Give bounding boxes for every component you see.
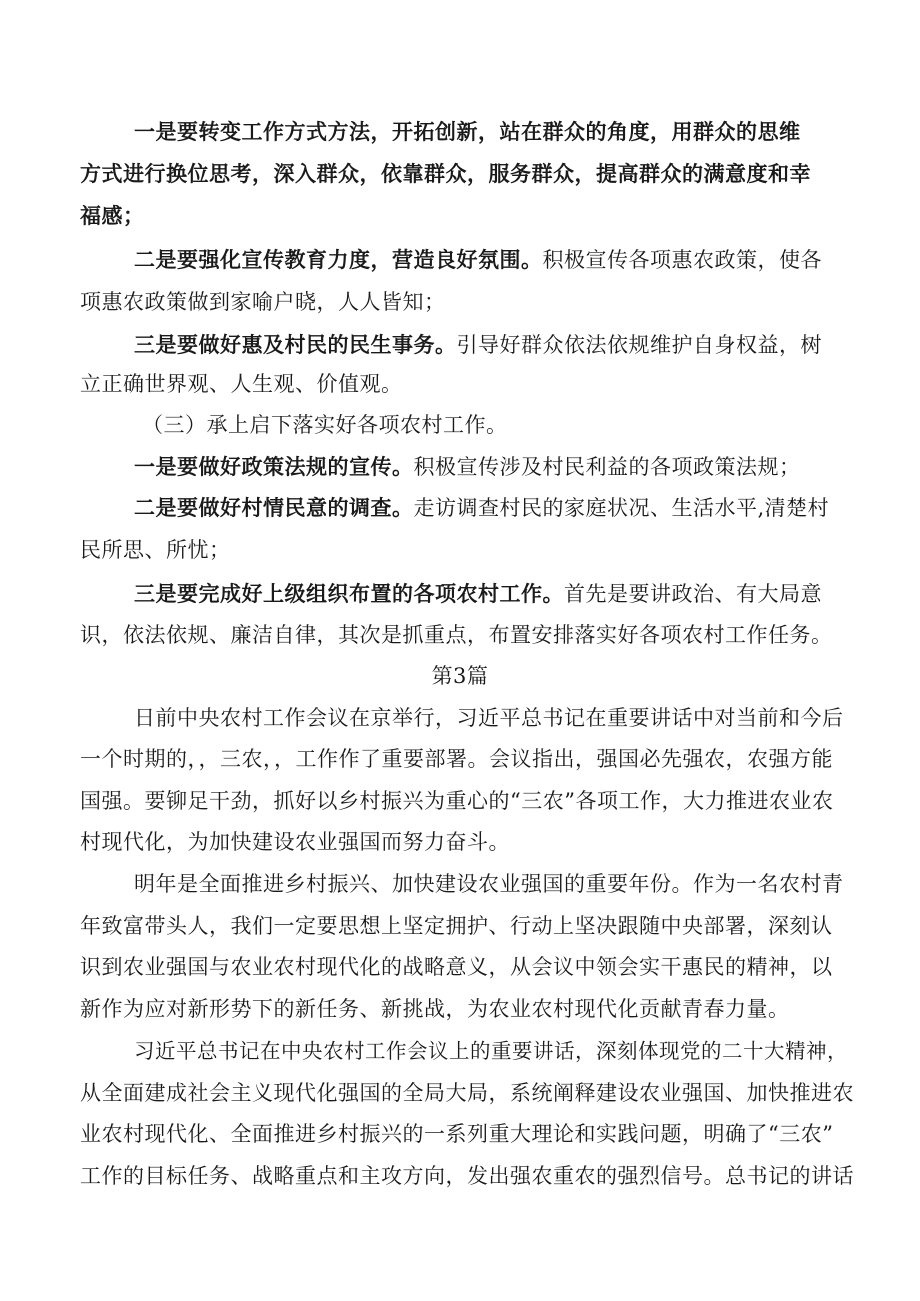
line-text: 一个时期的，，三农，，工作作了重要部署。会议指出，强国必先强农，农强方能 (80, 747, 833, 771)
text-line (134, 455, 801, 479)
line-text: 识到农业强国与农业农村现代化的战略意义，从会议中领会实干惠民的精神，以 (80, 955, 833, 979)
line-text: （三）承上启下落实好各项农村工作。 (142, 413, 508, 437)
line-lead: 一是要做好政策法规的宣传。 (134, 454, 414, 479)
line-lead: 三是要做好惠及村民的民生事务。 (134, 332, 457, 357)
text-line (80, 1164, 854, 1188)
text-line (134, 333, 822, 357)
line-text: 业农村现代化、全面推进乡村振兴的一系列重大理论和实践问题，明确了“三农” (80, 1122, 834, 1146)
line-lead: 三是要完成好上级组织布置的各项农村工作。 (134, 581, 564, 606)
line-text: 国强。要铆足干劲，抓好以乡村振兴为重心的“三农”各项工作，大力推进农业农 (80, 789, 834, 813)
line-text: 识，依法依规、廉洁自律，其次是抓重点，布置安排落实好各项农村工作任务。 (80, 623, 833, 647)
line-text: 项惠农政策做到家喻户晓，人人皆知； (80, 290, 446, 314)
text-line (80, 830, 510, 854)
text-line (80, 747, 833, 771)
text-line (80, 623, 833, 647)
line-text: 从全面建成社会主义现代化强国的全局大局，系统阐释建设农业强国、加快推进农 (80, 1081, 854, 1105)
line-text: 民所思、所忧； (80, 538, 231, 562)
text-line (134, 582, 822, 606)
article-title (0, 664, 920, 688)
line-lead: 二是要做好村情民意的调查。 (134, 495, 414, 520)
line-text: 新作为应对新形势下的新任务、新挑战，为农业农村现代化贡献青春力量。 (80, 997, 790, 1021)
text-line (134, 706, 844, 730)
line-text: 引导好群众依法依规维护自身权益，树 (456, 333, 822, 357)
line-text: 走访调查村民的家庭状况、生活水平,清楚村 (413, 496, 830, 520)
text-line (134, 120, 852, 144)
line-lead: 方式进行换位思考，深入群众，依靠群众，服务群众，提高群众的满意度和幸 (80, 161, 811, 186)
text-line (80, 162, 852, 186)
text-line (134, 496, 829, 520)
line-text: 日前中央农村工作会议在京举行，习近平总书记在重要讲话中对当前和今后 (134, 706, 844, 730)
text-line (134, 872, 844, 896)
text-line (80, 1081, 854, 1105)
line-lead: 福感； (80, 203, 145, 228)
line-text: 习近平总书记在中央农村工作会议上的重要讲话，深刻体现党的二十大精神， (134, 1039, 848, 1063)
line-text: 积极宣传涉及村民利益的各项政策法规； (413, 455, 801, 479)
line-text: 第3篇 (431, 664, 489, 688)
line-text: 首先是要讲政治、有大局意 (564, 582, 822, 606)
line-text: 村现代化，为加快建设农业强国而努力奋斗。 (80, 830, 510, 854)
text-line (80, 955, 833, 979)
line-lead: 二是要强化宣传教育力度，营造良好氛围。 (134, 247, 543, 272)
line-lead: 一是要转变工作方式方法，开拓创新，站在群众的角度，用群众的思维 (134, 119, 801, 144)
text-line (80, 290, 446, 314)
text-line (80, 538, 231, 562)
section-heading (142, 413, 508, 437)
text-line (80, 1122, 833, 1146)
line-text: 工作的目标任务、战略重点和主攻方向，发出强农重农的强烈信号。总书记的讲话 (80, 1164, 854, 1188)
line-text: 明年是全面推进乡村振兴、加快建设农业强国的重要年份。作为一名农村青 (134, 872, 844, 896)
text-line (80, 789, 833, 813)
text-line (134, 1039, 848, 1063)
text-line (80, 914, 833, 938)
text-line (80, 997, 790, 1021)
text-line (80, 204, 145, 228)
line-text: 立正确世界观、人生观、价值观。 (80, 372, 403, 396)
text-line (134, 248, 822, 272)
line-text: 积极宣传各项惠农政策，使各 (542, 248, 822, 272)
text-line (80, 372, 403, 396)
line-text: 年致富带头人，我们一定要思想上坚定拥护、行动上坚决跟随中央部署，深刻认 (80, 914, 833, 938)
